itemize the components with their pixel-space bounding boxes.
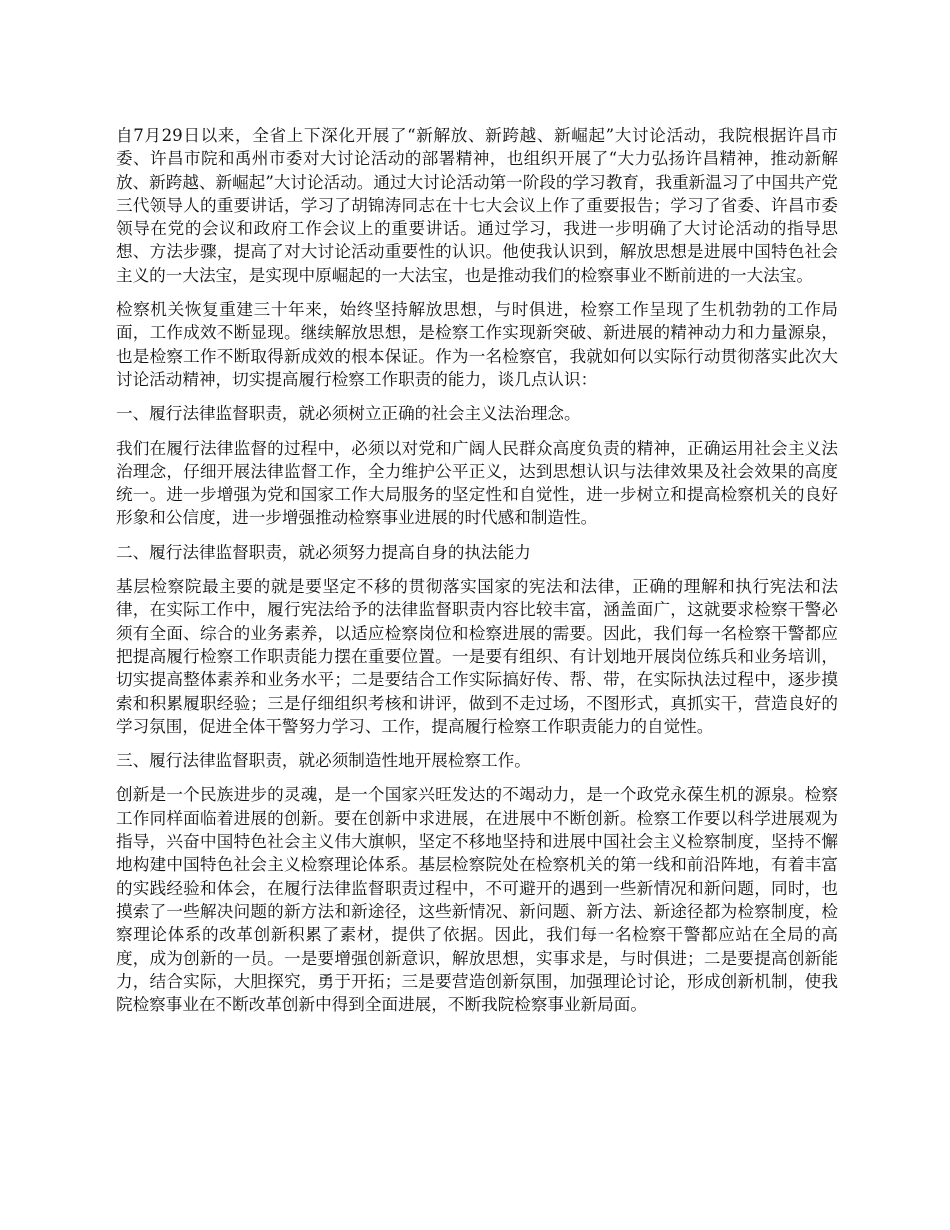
section-2-paragraph: 基层检察院最主要的就是要坚定不移的贯彻落实国家的宪法和法律，正确的理解和执行宪法和法律，在实际工作中，履行宪法给予的法律监督职责内容比较丰富，涵盖面广，这就要求检察干警必须有全面、综合的业务素养，以适应检察岗位和检察进展的需要。因此，我们每一名检察干警都应把提高履行检察工作职责能力摆在重要位置。一是要有组织、有计划地开展岗位练兵和业务培训，切实提高整体素养和业务水平；二是要结合工作实际搞好传、帮、带，在实际执法过程中，逐步摸索和积累履职经验；三是仔细组织考核和讲评，做到不走过场，不图形式，真抓实干，营造良好的学习氛围，促进全体干警努力学习、工作，提高履行检察工作职责能力的自觉性。 — [116, 577, 838, 736]
section-heading-3: 三、履行法律监督职责，就必须制造性地开展检察工作。 — [116, 751, 531, 771]
background-paragraph: 检察机关恢复重建三十年来，始终坚持解放思想，与时俱进，检察工作呈现了生机勃勃的工作局面，工作成效不断显现。继续解放思想，是检察工作实现新突破、新进展的精神动力和力量源泉，也是检察工作不断取得新成效的根本保证。作为一名检察官，我就如何以实际行动贯彻落实此次大讨论活动精神，切实提高履行检察工作职责的能力，谈几点认识： — [116, 300, 838, 389]
intro-paragraph: 自7月29日以来，全省上下深化开展了“新解放、新跨越、新崛起”大讨论活动，我院根据许昌市委、许昌市院和禹州市委对大讨论活动的部署精神，也组织开展了“大力弘扬许昌精神，推动新解放、新跨越、新崛起”大讨论活动。通过大讨论活动第一阶段的学习教育，我重新温习了中国共产党三代领导人的重要讲话，学习了胡锦涛同志在十七大会议上作了重要报告；学习了省委、许昌市委领导在党的会议和政府工作会议上的重要讲话。通过学习，我进一步明确了大讨论活动的指导思想、方法步骤，提高了对大讨论活动重要性的认识。他使我认识到，解放思想是进展中国特色社会主义的一大法宝，是实现中原崛起的一大法宝，也是推动我们的检察事业不断前进的一大法宝。 — [116, 126, 839, 285]
section-heading-1: 一、履行法律监督职责，就必须树立正确的社会主义法治理念。 — [116, 404, 581, 424]
section-3-paragraph: 创新是一个民族进步的灵魂，是一个国家兴旺发达的不竭动力，是一个政党永葆生机的源泉。检察工作同样面临着进展的创新。要在创新中求进展，在进展中不断创新。检察工作要以科学进展观为指导，兴奋中国特色社会主义伟大旗帜，坚定不移地坚持和进展中国社会主义检察制度，坚持不懈地构建中国特色社会主义检察理论体系。基层检察院处在检察机关的第一线和前沿阵地，有着丰富的实践经验和体会，在履行法律监督职责过程中，不可避开的遇到一些新情况和新问题，同时，也摸索了一些解决问题的新方法和新途径，这些新情况、新问题、新方法、新途径都为检察制度，检察理论体系的改革创新积累了素材，提供了依据。因此，我们每一名检察干警都应站在全局的高度，成为创新的一员。一是要增强创新意识，解放思想，实事求是，与时俱进；二是要提高创新能力，结合实际，大胆探究，勇于开拓；三是要营造创新氛围，加强理论讨论，形成创新机制，使我院检察事业在不断改革创新中得到全面进展，不断我院检察事业新局面。 — [116, 785, 838, 1015]
section-heading-2: 二、履行法律监督职责，就必须努力提高自身的执法能力 — [116, 542, 531, 562]
document-page — [116, 124, 838, 1027]
section-1-paragraph: 我们在履行法律监督的过程中，必须以对党和广阔人民群众高度负责的精神，正确运用社会主义法治理念，仔细开展法律监督工作，全力维护公平正义，达到思想认识与法律效果及社会效果的高度统一。进一步增强为党和国家工作大局服务的坚定性和自觉性，进一步树立和提高检察机关的良好形象和公信度，进一步增强推动检察事业进展的时代感和制造性。 — [116, 438, 838, 528]
